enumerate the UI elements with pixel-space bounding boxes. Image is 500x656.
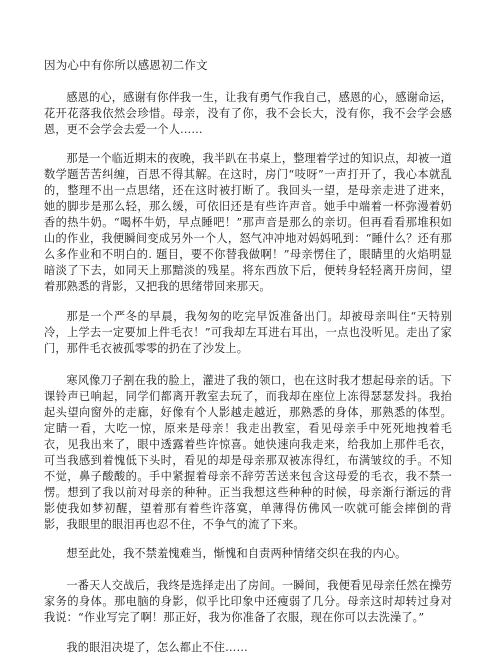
paragraph-5: 想至此处，我不禁羞愧难当，惭愧和自责两种情绪交织在我的内心。 bbox=[66, 547, 407, 560]
article-title: 因为心中有你所以感恩初二作文 bbox=[44, 58, 208, 72]
paragraph-3: 那是一个严冬的早晨，我匆匆的吃完早饭准备出门。却被母亲叫住“天特别冷，上学去一定要加上件毛衣！”可我却左耳进右耳出，一点也没听见。走出了家门，那件毛衣被孤零零的扔在了沙发上。 bbox=[44, 310, 452, 355]
paragraph-7: 我的眼泪决堤了，怎么都止不住…… bbox=[66, 641, 248, 654]
paragraph-1: 感恩的心，感谢有你伴我一生，让我有勇气作我自己，感恩的心，感谢命运，花开花落我依然会珍惜。母亲，没有了你，我不会长大，没有你，我不会学会感恩，更不会学会去爱一个人…… bbox=[44, 91, 452, 136]
paragraph-4: 寒风像刀子割在我的脸上，灌进了我的领口，也在这时我才想起母亲的话。下课铃声已响起，同学们都离开教室去玩了，而我却在座位上冻得瑟瑟发抖。我抬起头望向窗外的走廊，好像有个人影越走越近，那熟悉的身体，那熟悉的体型。定睛一看，大吃一惊，原来是母亲！我走出教室，看见母亲手中死死地拽着毛衣，见我出来了，眼中透露着些许惊喜。她快速向我走来，给我加上那件毛衣，可当我感到着愧低下头时，看见的却是母亲那双被冻得红，布满皱纹的手。不知不觉，鼻子酸酸的。手中紧握着母亲不辞劳苦送来包含这母爱的毛衣，我不禁一愣。想到了我以前对母亲的种种。正当我想这些种种的时候，母亲渐行渐远的背影使我如梦初醒，望着那有着些许落寞，单薄得仿佛风一吹就可能会摔倒的背影，我眼里的眼泪再也忍不住，不争气的流了下来。 bbox=[44, 374, 452, 531]
paragraph-2: 那是一个临近期末的夜晚，我半趴在书桌上，整理着学过的知识点，却被一道数学题苦苦纠缠，百思不得其解。在这时，房门“吱呀”一声打开了，我心本就乱的，整理不出一点思绪，还在这时被打断了。我回头一望，是母亲走进了进来，她的脚步是那么轻，那么缓，可依旧还是有些许声音。她手中端着一杯弥漫着奶香的热牛奶。“喝杯牛奶，早点睡吧！”那声音是那么的亲切。但再看看那堆积如山的作业，我便瞬间变成另外一个人，怒气冲冲地对妈妈吼到：“睡什么？还有那么多作业和不明白的. 题目，要不你替我做啊！”母亲愣住了，眼睛里的火焰明显暗淡了下去，如同天上那黯淡的残星。将东西放下后，便转身轻轻离开房间，望着那熟悉的背影，又把我的思绪带回来那天。 bbox=[44, 152, 452, 293]
paragraph-6: 一番天人交战后，我终是选择走出了房间。一瞬间，我便看见母亲任然在操劳家务的身体。那电脑的身影，似乎比印象中还瘦弱了几分。母亲这时却转过身对我说：“作业写完了啊！那正好，我为你准备了衣服，现在你可以去洗澡了。” bbox=[44, 579, 452, 624]
